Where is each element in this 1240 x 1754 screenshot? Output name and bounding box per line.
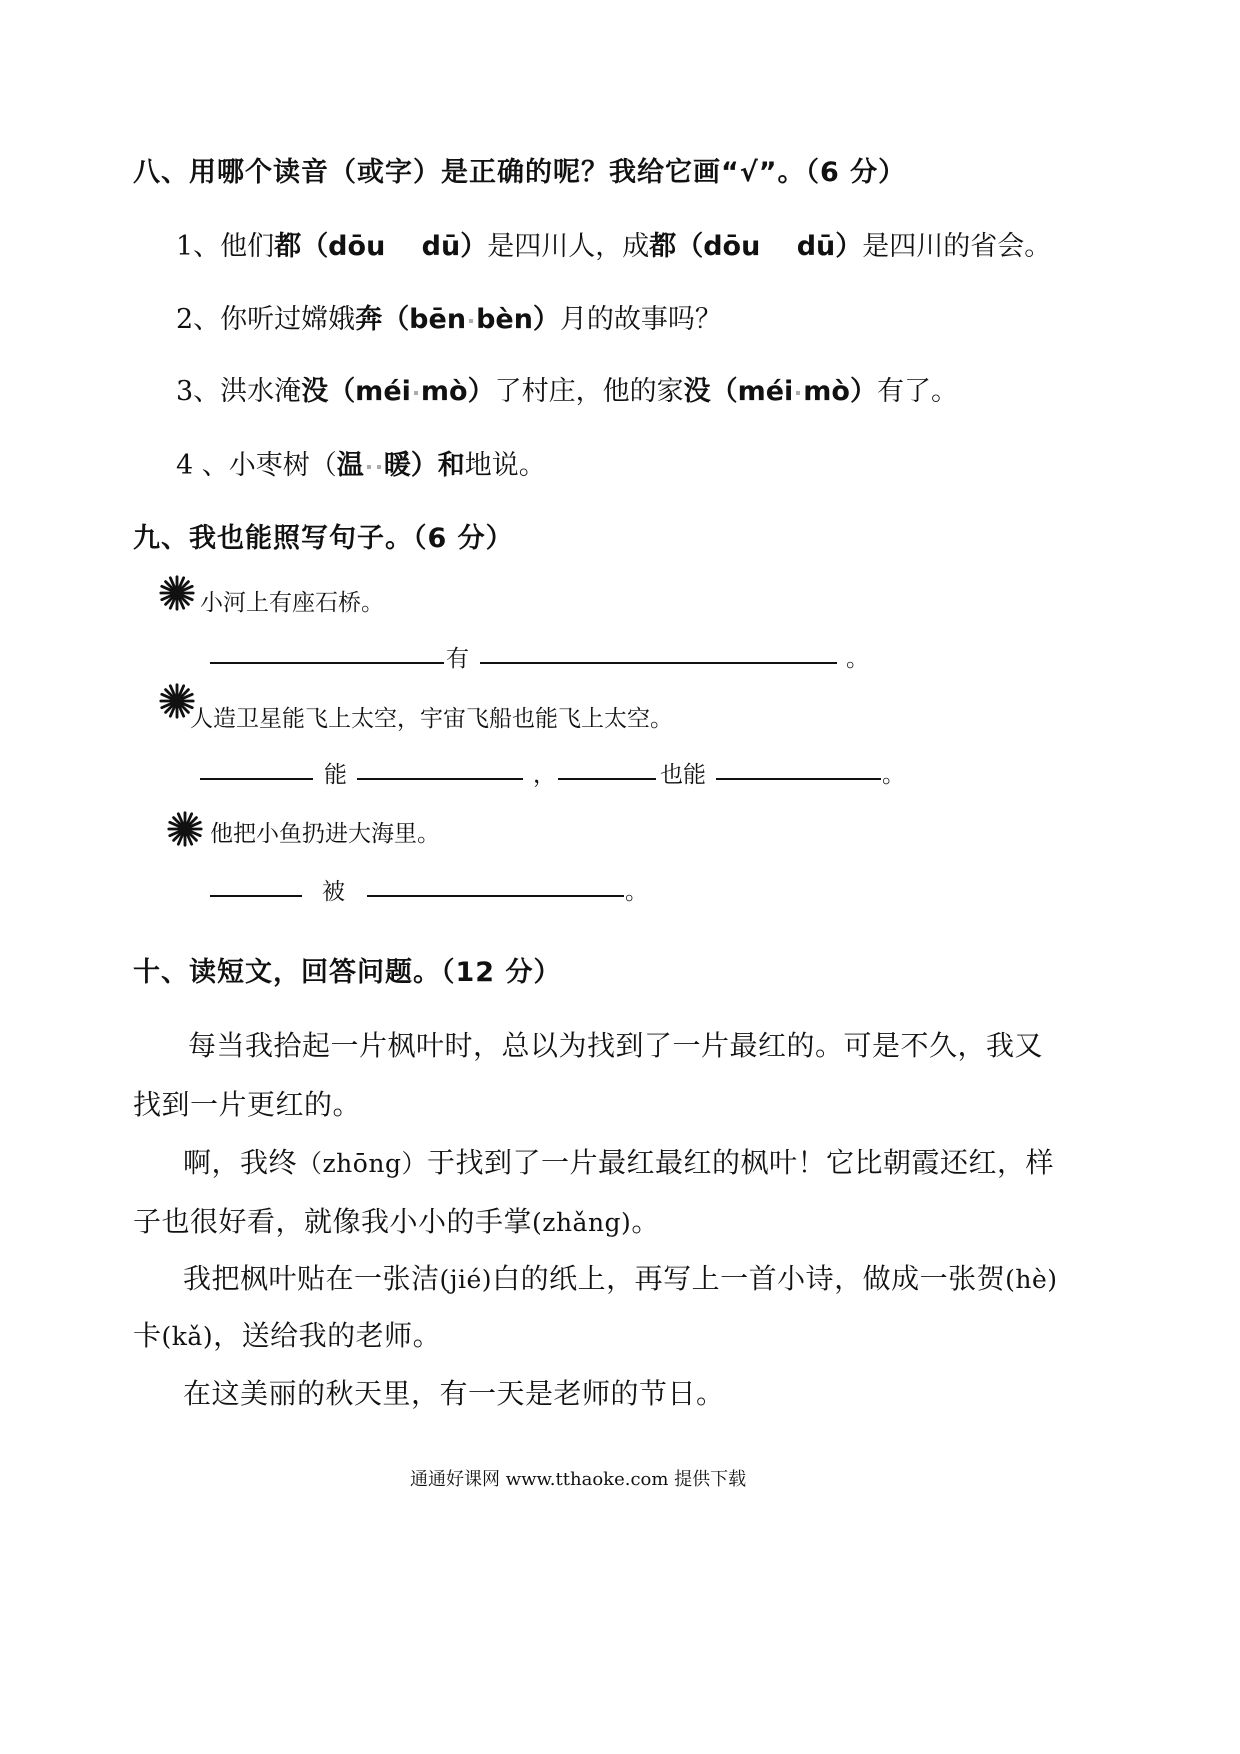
q8-1-char-2: 都 xyxy=(649,231,677,262)
sentence-3-prompt: 他把小鱼扔进大海里。 xyxy=(210,821,440,847)
p3-pinyin-3: (kǎ) xyxy=(161,1322,214,1351)
q8-4-word-2[interactable]: 暖）和 xyxy=(383,450,465,481)
q8-3-pinyin-1b[interactable]: mò） xyxy=(420,376,495,407)
p3-text-1: 我把枫叶贴在一张洁 xyxy=(183,1262,440,1295)
sentence-2-word-2: 也能 xyxy=(660,762,706,788)
question-8-3 xyxy=(176,369,958,408)
passage-para-1-line-1: 每当我拾起一片枫叶时，总以为找到了一片最红的。可是不久，我又 xyxy=(188,1029,1044,1062)
q8-2-char: 奔 xyxy=(355,304,383,335)
answer-line-2d[interactable] xyxy=(716,778,881,780)
section-9-title: 九、我也能照写句子。（6 分） xyxy=(133,523,514,554)
p3-text-4: ，送给我的老师。 xyxy=(213,1319,442,1352)
q8-3-separator-1 xyxy=(414,391,418,395)
passage-para-2-line-2 xyxy=(133,1200,660,1240)
passage-para-3-line-2 xyxy=(133,1314,441,1354)
q8-3-pinyin-1a[interactable]: （méi xyxy=(328,376,411,407)
answer-line-3b[interactable] xyxy=(367,895,624,897)
p2-text-1: 啊，我终 xyxy=(183,1146,298,1179)
q8-4-post: 地说。 xyxy=(464,450,546,481)
q8-3-post: 有了。 xyxy=(876,376,958,407)
q8-3-char-1: 没 xyxy=(301,376,329,407)
answer-line-2c[interactable] xyxy=(558,778,656,780)
sentence-1-prompt: 小河上有座石桥。 xyxy=(200,590,384,616)
p3-pinyin-1: (jié) xyxy=(439,1265,493,1294)
sentence-1-end: 。 xyxy=(846,646,869,672)
q8-4-separator-2 xyxy=(377,465,381,469)
section-10-title: 十、读短文，回答问题。（12 分） xyxy=(133,957,562,988)
q8-3-pinyin-2b[interactable]: mò） xyxy=(803,376,877,407)
question-8-2 xyxy=(176,297,722,336)
passage-para-2-line-1 xyxy=(183,1141,1054,1181)
q8-1-pinyin-1[interactable]: （dōu dū） xyxy=(301,231,488,262)
starburst-icon xyxy=(158,574,196,612)
p3-text-3: 卡 xyxy=(133,1319,162,1352)
q8-1-mid: 是四川人，成 xyxy=(487,231,650,262)
answer-line-2b[interactable] xyxy=(357,778,523,780)
sentence-3-end: 。 xyxy=(625,879,648,905)
p3-text-2: 白的纸上，再写上一首小诗，做成一张贺 xyxy=(492,1262,1006,1295)
passage-para-1-line-2: 找到一片更红的。 xyxy=(133,1088,362,1121)
q8-3-pinyin-2a[interactable]: （méi xyxy=(710,376,794,407)
p2-pinyin-1: （zhōng） xyxy=(297,1149,427,1178)
starburst-icon xyxy=(166,810,204,848)
q8-1-char-1: 都 xyxy=(274,231,302,262)
q8-3-separator-2 xyxy=(796,391,800,395)
p2-text-3: 子也很好看，就像我小小的手掌 xyxy=(133,1205,533,1238)
sentence-2-word-1: 能 xyxy=(324,762,347,788)
q8-2-post: 月的故事吗？ xyxy=(559,304,722,335)
q8-4-pre: 4 、小枣树（ xyxy=(176,450,337,481)
section-8-title: 八、用哪个读音（或字）是正确的呢？我给它画“√”。（6 分） xyxy=(133,157,907,188)
question-8-1 xyxy=(176,224,1051,263)
passage-para-4: 在这美丽的秋天里，有一天是老师的节日。 xyxy=(183,1377,725,1410)
q8-1-post: 是四川的省会。 xyxy=(862,231,1052,262)
answer-line-1b[interactable] xyxy=(480,662,837,664)
q8-3-pre: 3、洪水淹 xyxy=(176,376,302,407)
q8-4-word-1[interactable]: 温 xyxy=(336,450,364,481)
q8-3-char-2: 没 xyxy=(683,376,711,407)
q8-2-separator xyxy=(469,319,473,323)
p2-text-2: 于找到了一片最红最红的枫叶！它比朝霞还红，样 xyxy=(426,1146,1054,1179)
q8-2-pinyin-a[interactable]: （bēn xyxy=(382,304,467,335)
sentence-3-word: 被 xyxy=(322,879,345,905)
q8-2-pinyin-b[interactable]: bèn） xyxy=(476,304,560,335)
sentence-1-word: 有 xyxy=(446,646,469,672)
q8-3-mid: 了村庄，他的家 xyxy=(494,376,684,407)
p3-pinyin-2: (hè) xyxy=(1005,1265,1058,1294)
question-8-4 xyxy=(176,443,546,482)
answer-line-3a[interactable] xyxy=(210,895,302,897)
sentence-2-comma: ， xyxy=(533,762,556,788)
answer-line-2a[interactable] xyxy=(200,778,313,780)
passage-para-3-line-1 xyxy=(183,1257,1058,1297)
q8-1-pre: 1、他们 xyxy=(176,231,275,262)
p2-pinyin-2: (zhǎng) xyxy=(532,1208,632,1237)
p2-text-4: 。 xyxy=(631,1205,660,1238)
q8-4-separator xyxy=(367,465,371,469)
sentence-2-prompt: 人造卫星能飞上太空，宇宙飞船也能飞上太空。 xyxy=(190,706,673,732)
q8-1-pinyin-2[interactable]: （dōu dū） xyxy=(676,231,863,262)
q8-2-pre: 2、你听过嫦娥 xyxy=(176,304,356,335)
sentence-2-end: 。 xyxy=(882,762,905,788)
page-footer: 通通好课网 www.tthaoke.com 提供下载 xyxy=(410,1469,747,1490)
answer-line-1a[interactable] xyxy=(210,662,444,664)
